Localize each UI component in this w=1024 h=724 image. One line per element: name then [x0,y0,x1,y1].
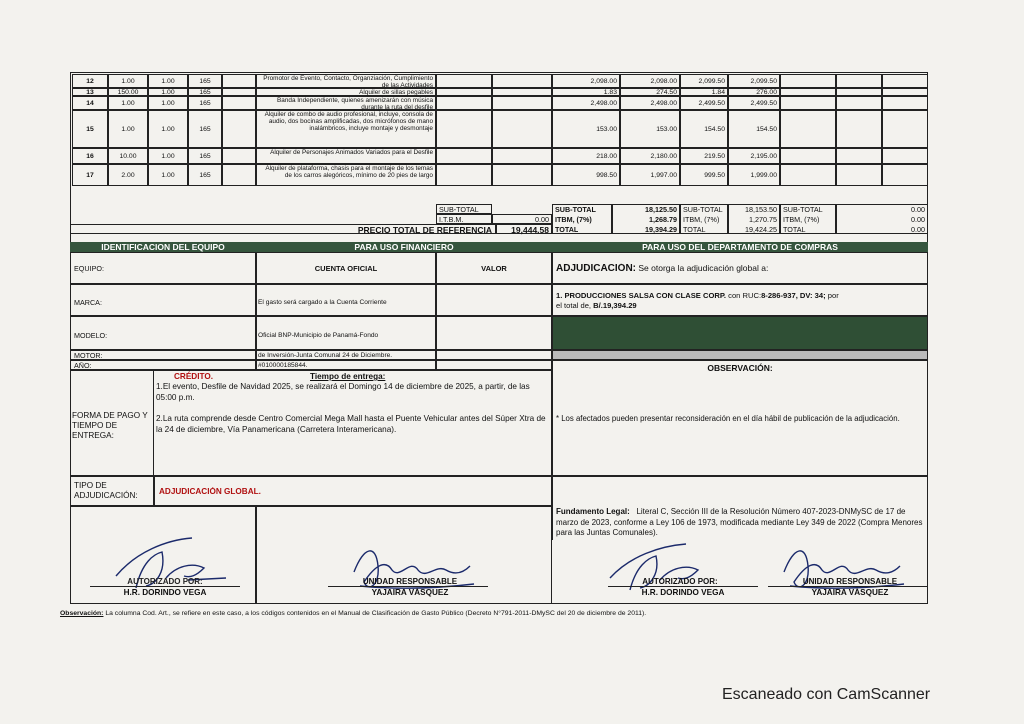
modelo-label: MODELO: [74,332,108,340]
cell-desc [256,110,436,148]
ref-label-cell [70,224,496,234]
row-equipo [70,252,256,284]
credito-label: CRÉDITO. [174,372,213,381]
winner-por: por [825,291,839,300]
item-num: 12 [86,78,94,85]
cell-empty1 [436,110,492,148]
adjudicacion-text: Se otorga la adjudicación global a: [638,263,769,273]
cell-a [552,96,620,110]
item-a: 998.50 [596,172,617,179]
item-qty: 10.00 [119,153,137,160]
col2-total-values [612,204,680,234]
sig-line-3 [608,586,758,587]
item-d: 154.50 [756,126,777,133]
fin-line1: El gasto será cargado a la Cuenta Corriente [258,299,387,306]
cell-c [680,110,728,148]
cell-c [680,88,728,96]
fundamento-body: Literal C, Sección III de la Resolución Número 407-2023-DNMySC de 17 de marzo de 2023, conforme a Ley 106 de 1973, modificada mediante Ley 349 de 2022 (Compra Menores para las Juntas Comunales). [556,507,923,537]
cell-code [188,148,222,164]
cell-empty5 [882,88,928,96]
row-ano [70,360,256,370]
cell-d [728,110,780,148]
ref-value-cell [496,224,552,234]
autorizado-label-2: AUTORIZADO POR: [642,578,718,586]
item-num: 15 [86,126,94,133]
ref-value: 19,444.58 [511,225,549,235]
cell-qty [108,96,148,110]
item-d: 2,099.50 [750,78,777,85]
item-unit: 1.00 [161,126,175,133]
header-financiero: PARA USO FINANCIERO [256,242,552,252]
item-a: 218.00 [596,153,617,160]
cell-empty4 [836,88,882,96]
cell-desc [256,164,436,186]
winner-total-prefix: el total de, [556,301,594,310]
gap-cell [222,148,256,164]
item-c: 219.50 [704,153,725,160]
item-desc: Alquiler de plataforma, chasis para el montaje de los temas de los carros alegóricos, mínimo de 20 pies de largo [265,165,433,179]
fin-value2-cell [436,316,552,350]
form-page [60,68,934,624]
item-b: 2,498.00 [650,100,677,107]
item-code: 165 [199,100,211,107]
valor-header-cell [436,252,552,284]
cell-empty3 [780,88,836,96]
ano-label: AÑO: [74,362,92,370]
gap-cell [222,74,256,88]
cell-empty2 [492,164,552,186]
item-unit: 1.00 [161,100,175,107]
item-c: 2,099.50 [698,78,725,85]
cell-d [728,88,780,96]
cell-a [552,88,620,96]
cell-empty4 [836,148,882,164]
forma-label: FORMA DE PAGO Y TIEMPO DE ENTREGA: [72,411,148,440]
itbm-label: I.T.B.M. [439,216,464,224]
item-a: 2,098.00 [590,78,617,85]
cell-code [188,164,222,186]
cell-empty3 [780,110,836,148]
forma-label-cell [70,370,154,476]
col2-total-label: TOTAL [555,226,579,234]
col3-subtotal-label: SUB-TOTAL [683,206,723,214]
cell-empty4 [836,74,882,88]
cell-d [728,96,780,110]
col3-total-values [728,204,780,234]
cell-unit [148,148,188,164]
cell-desc [256,88,436,96]
cell-num [72,96,108,110]
cell-qty [108,164,148,186]
item-num: 17 [86,172,94,179]
col2-itbm-label: ITBM, (7%) [555,216,592,224]
unidad-label-2: UNIDAD RESPONSABLE [802,578,898,586]
itbm-cell [436,214,492,224]
cell-unit [148,96,188,110]
gap-cell [222,96,256,110]
item-unit: 1.00 [161,153,175,160]
cell-empty2 [492,96,552,110]
item-b: 1,997.00 [650,172,677,179]
observacion-label: OBSERVACIÓN: [707,363,773,373]
adjudicacion-label: ADJUDICACIÓN: [556,263,636,274]
cell-empty3 [780,148,836,164]
item-unit: 1.00 [161,78,175,85]
cell-empty4 [836,110,882,148]
cell-c [680,164,728,186]
cell-empty5 [882,164,928,186]
cell-c [680,148,728,164]
cuenta-header-cell [256,252,436,284]
tiempo-label: Tiempo de entrega: [310,372,386,381]
unidad-name-1: YAJAIRA VÁSQUEZ [371,588,449,597]
item-code: 165 [199,153,211,160]
item-b: 2,098.00 [650,78,677,85]
header-compras: PARA USO DEL DEPARTAMENTO DE COMPRAS [552,242,928,252]
col4-total-values [836,204,928,234]
cell-desc [256,148,436,164]
col2-total: 19,394.29 [645,226,677,234]
cell-d [728,148,780,164]
ref-label: PRECIO TOTAL DE REFERENCIA [357,225,492,235]
subtotal-cell [436,204,492,214]
cell-unit [148,164,188,186]
row-modelo [70,316,256,350]
fin-line1-cell [256,284,436,316]
col2-subtotal-label: SUB-TOTAL [555,206,596,214]
fundamento-cell [552,476,928,540]
camscanner-watermark: Escaneado con CamScanner [722,686,931,703]
sig-line-4 [768,586,928,587]
cell-empty5 [882,74,928,88]
item-a: 153.00 [596,126,617,133]
col4-total: 0.00 [911,226,925,234]
cell-qty [108,110,148,148]
fin-line2: Oficial BNP-Municipio de Panamá-Fondo [258,332,379,339]
item-qty: 1.00 [121,126,135,133]
cell-empty5 [882,96,928,110]
cell-empty4 [836,96,882,110]
winner-amount: B/.19,394.29 [593,301,637,310]
cell-c [680,74,728,88]
item-b: 2,180.00 [650,153,677,160]
observacion-text: * Los afectados pueden presentar reconsideración en el día hábil de publicación de la adjudicación. [556,414,900,423]
cell-empty1 [436,88,492,96]
autorizado-name-2: H.R. DORINDO VEGA [641,588,725,597]
fin-value1-cell [436,284,552,316]
item-desc: Alquiler de sillas pegables [359,89,433,96]
cell-num [72,110,108,148]
fin-line3: de Inversión-Junta Comunal 24 de Diciembre. [258,352,393,359]
item-d: 276.00 [756,89,777,96]
fin-line4: #010000185844. [258,362,308,369]
cell-b [620,96,680,110]
cell-desc [256,96,436,110]
item-desc: Alquiler de Personajes Animados Variados para el Desfile [270,149,433,156]
item-a: 1.83 [603,89,617,96]
valor-label: VALOR [481,265,507,273]
cell-a [552,164,620,186]
cell-code [188,96,222,110]
cell-num [72,88,108,96]
tipo-value-cell [154,476,552,506]
cell-a [552,110,620,148]
row-motor [70,350,256,360]
cell-b [620,110,680,148]
fin-value4-cell [436,360,552,370]
cell-empty3 [780,164,836,186]
col2-itbm: 1,268.79 [649,216,677,224]
item-b: 153.00 [656,126,677,133]
item-qty: 1.00 [121,78,135,85]
item-desc: Banda Independiente, quienes amenizarán con música durante la ruta del desfile [277,97,433,111]
cell-empty2 [492,74,552,88]
motor-label: MOTOR: [74,352,103,360]
cell-empty4 [836,164,882,186]
item-unit: 1.00 [161,172,175,179]
cell-unit [148,88,188,96]
cell-qty [108,88,148,96]
row-marca [70,284,256,316]
tipo-label: TIPO DE ADJUDICACIÓN: [74,481,138,500]
col3-itbm-label: ITBM, (7%) [683,216,720,224]
item-num: 14 [86,100,94,107]
col3-total: 19,424.25 [745,226,777,234]
tipo-label-cell [70,476,154,506]
item-d: 1,999.00 [750,172,777,179]
fin-line3-cell [256,350,436,360]
adjudicacion-cell [552,252,928,284]
cell-desc [256,74,436,88]
subtotal-label: SUB-TOTAL [439,206,479,214]
item-code: 165 [199,89,211,96]
item-unit: 1.00 [161,89,175,96]
cell-a [552,74,620,88]
footer-note [60,610,646,617]
cell-code [188,88,222,96]
col4-subtotal-label: SUB-TOTAL [783,206,823,214]
cell-num [72,74,108,88]
item-a: 2,498.00 [590,100,617,107]
col4-itbm-label: ITBM, (7%) [783,216,820,224]
cell-code [188,110,222,148]
item-qty: 2.00 [121,172,135,179]
item-d: 2,499.50 [750,100,777,107]
item-c: 2,499.50 [698,100,725,107]
entrega-text [156,372,548,472]
cell-empty2 [492,88,552,96]
gap-cell [222,110,256,148]
fundamento-label: Fundamento Legal: [556,507,630,516]
col4-subtotal: 0.00 [911,206,925,214]
cell-empty1 [436,164,492,186]
cell-empty2 [492,110,552,148]
green-band [552,316,928,350]
cell-empty5 [882,148,928,164]
col2-total-labels [552,204,612,234]
sig-line-1 [90,586,240,587]
itbm-value: 0.00 [535,216,549,224]
col3-subtotal: 18,153.50 [745,206,777,214]
cell-empty1 [436,96,492,110]
cell-b [620,88,680,96]
cell-qty [108,148,148,164]
entrega-heading [156,372,548,382]
cell-unit [148,74,188,88]
adjudicacion-line [556,263,768,274]
fundamento-text [556,507,926,539]
winner-ruc-prefix: con RUC: [726,291,762,300]
winner-name: 1. PRODUCCIONES SALSA CON CLASE CORP. [556,291,727,300]
cell-unit [148,110,188,148]
winner-text [556,291,924,311]
item-code: 165 [199,126,211,133]
autorizado-name-1: H.R. DORINDO VEGA [123,588,207,597]
col3-total-label: TOTAL [683,226,706,234]
marca-label: MARCA: [74,299,102,307]
cuenta-label: CUENTA OFICIAL [314,265,378,273]
item-c: 1.84 [711,89,725,96]
item-num: 13 [86,89,94,96]
cell-b [620,74,680,88]
observacion-cell [552,360,928,476]
cell-empty2 [492,148,552,164]
col3-total-labels [680,204,728,234]
unidad-label-1: UNIDAD RESPONSABLE [362,578,458,586]
gap-cell [222,88,256,96]
col4-total-labels [780,204,836,234]
cell-empty3 [780,74,836,88]
cell-empty3 [780,96,836,110]
header-equipo: IDENTIFICACION DEL EQUIPO [70,242,256,252]
equipo-label: EQUIPO: [74,265,104,273]
winner-ruc: 8-286-937, DV: 34; [761,291,826,300]
footer-text: La columna Cod. Art., se refiere en este caso, a los códigos contenidos en el Manual de Clasificación de Gasto Público (Decreto N°791-2011-DMySC del 20 de diciembre de 2011). [103,610,647,617]
item-c: 154.50 [704,126,725,133]
grey-band [552,350,928,360]
fin-line2-cell [256,316,436,350]
gap-cell [222,164,256,186]
item-b: 274.50 [656,89,677,96]
item-code: 165 [199,78,211,85]
cell-b [620,148,680,164]
tipo-value: ADJUDICACIÓN GLOBAL. [159,487,261,496]
item-num: 16 [86,153,94,160]
cell-code [188,74,222,88]
cell-d [728,74,780,88]
item-d: 2,195.00 [750,153,777,160]
autorizado-label-1: AUTORIZADO POR: [127,578,203,586]
footer-label: Observación: [60,610,104,617]
col2-subtotal: 18,125.50 [645,206,677,214]
cell-num [72,164,108,186]
item-qty: 150.00 [117,89,139,96]
item-code: 165 [199,172,211,179]
cell-b [620,164,680,186]
col4-itbm: 0.00 [911,216,925,224]
winner-cell [552,284,928,316]
entrega-p1: 1.El evento, Desfile de Navidad 2025, se realizará el Domingo 14 de diciembre de 2025, a partir, de las 05:00 p.m. [156,382,530,402]
col3-itbm: 1,270.75 [749,216,777,224]
cell-d [728,164,780,186]
cell-c [680,96,728,110]
cell-empty1 [436,148,492,164]
fin-line4-cell [256,360,436,370]
cell-qty [108,74,148,88]
item-desc: Promotor de Evento, Contacto, Organziación, Cumplimiento de las Actividades [263,75,433,89]
fin-value3-cell [436,350,552,360]
col4-total-label: TOTAL [783,226,806,234]
cell-empty5 [882,110,928,148]
itbm-value-cell [492,214,552,224]
unidad-name-2: YAJAIRA VÁSQUEZ [811,588,889,597]
cell-empty1 [436,74,492,88]
cell-num [72,148,108,164]
item-qty: 1.00 [121,100,135,107]
cell-a [552,148,620,164]
sig-line-2 [328,586,488,587]
item-desc: Alquiler de combo de audio profesional, incluye, consola de audio, dos bocinas amplificadas, dos micrófonos de mano inalámbricos, incluye montaje y desmontaje [264,111,433,132]
item-c: 999.50 [704,172,725,179]
entrega-p2: 2.La ruta comprende desde Centro Comercial Mega Mall hasta el Puente Vehicular antes del Súper Xtra de la 24 de diciembre, Vía Panamericana (Carretera Interamericana). [156,414,546,434]
